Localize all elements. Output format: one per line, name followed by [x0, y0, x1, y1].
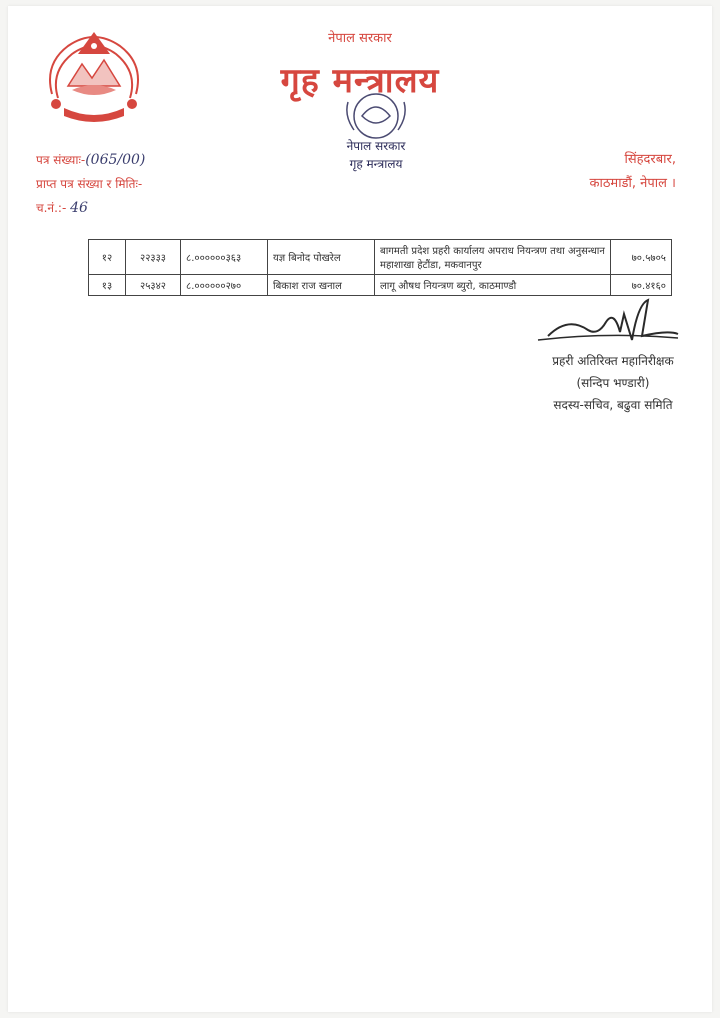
code-cell: ८.००००००२७०: [181, 275, 268, 296]
letter-number-label: पत्र संख्याः-: [36, 153, 86, 167]
signatory-name: (सन्दिप भण्डारी): [576, 376, 650, 390]
letter-number-row: [36, 148, 145, 172]
letter-page: [8, 6, 712, 1012]
promotion-records-table: [88, 239, 672, 296]
signatory-title: प्रहरी अतिरिक्त महानिरीक्षक: [552, 354, 674, 368]
score-cell: ७०.४१६०: [611, 275, 672, 296]
serial-number-cell: १३: [89, 275, 126, 296]
ministry-seal-stamp: [324, 88, 428, 176]
letter-number-value: (065/00): [85, 152, 146, 168]
handwritten-signature: [528, 296, 708, 352]
table-row: [89, 240, 672, 275]
code-cell: ८.००००००३६३: [181, 240, 268, 275]
seal-text-line-2: गृह मन्त्रालय: [349, 157, 403, 171]
ministry-title: गृह मन्त्रालय: [280, 61, 440, 101]
signatory-role: सदस्य-सचिव, बढुवा समिति: [553, 398, 673, 412]
signatory-block: [528, 350, 698, 416]
address-line-1: सिंहदरबार,: [624, 152, 676, 167]
address-line-2: काठमाडौं, नेपाल ।: [589, 176, 676, 191]
received-letter-label: प्राप्त पत्र संख्या र मितिः-: [36, 177, 143, 191]
employee-id-cell: २२३३३: [126, 240, 181, 275]
dispatch-number-label: च.नं.:-: [36, 201, 67, 215]
dispatch-number-value: 46: [70, 200, 88, 216]
office-address: [590, 148, 676, 196]
score-cell: ७०.५७०५: [611, 240, 672, 275]
table-row: [89, 275, 672, 296]
serial-number-cell: १२: [89, 240, 126, 275]
name-cell: यज्ञ बिनोद पोखरेल: [268, 240, 375, 275]
dispatch-number-row: [36, 196, 145, 220]
reference-block: [36, 148, 145, 220]
seal-text-line-1: नेपाल सरकार: [346, 139, 406, 153]
office-cell: बागमती प्रदेश प्रहरी कार्यालय अपराध नियन्त्रण तथा अनुसन्धान महाशाखा हेटौंडा, मकवानपुर: [375, 240, 611, 275]
office-cell: लागू औषध नियन्त्रण ब्युरो, काठमाण्डौ: [375, 275, 611, 296]
government-title: नेपाल सरकार: [328, 31, 392, 46]
employee-id-cell: २५३४२: [126, 275, 181, 296]
name-cell: बिकाश राज खनाल: [268, 275, 375, 296]
